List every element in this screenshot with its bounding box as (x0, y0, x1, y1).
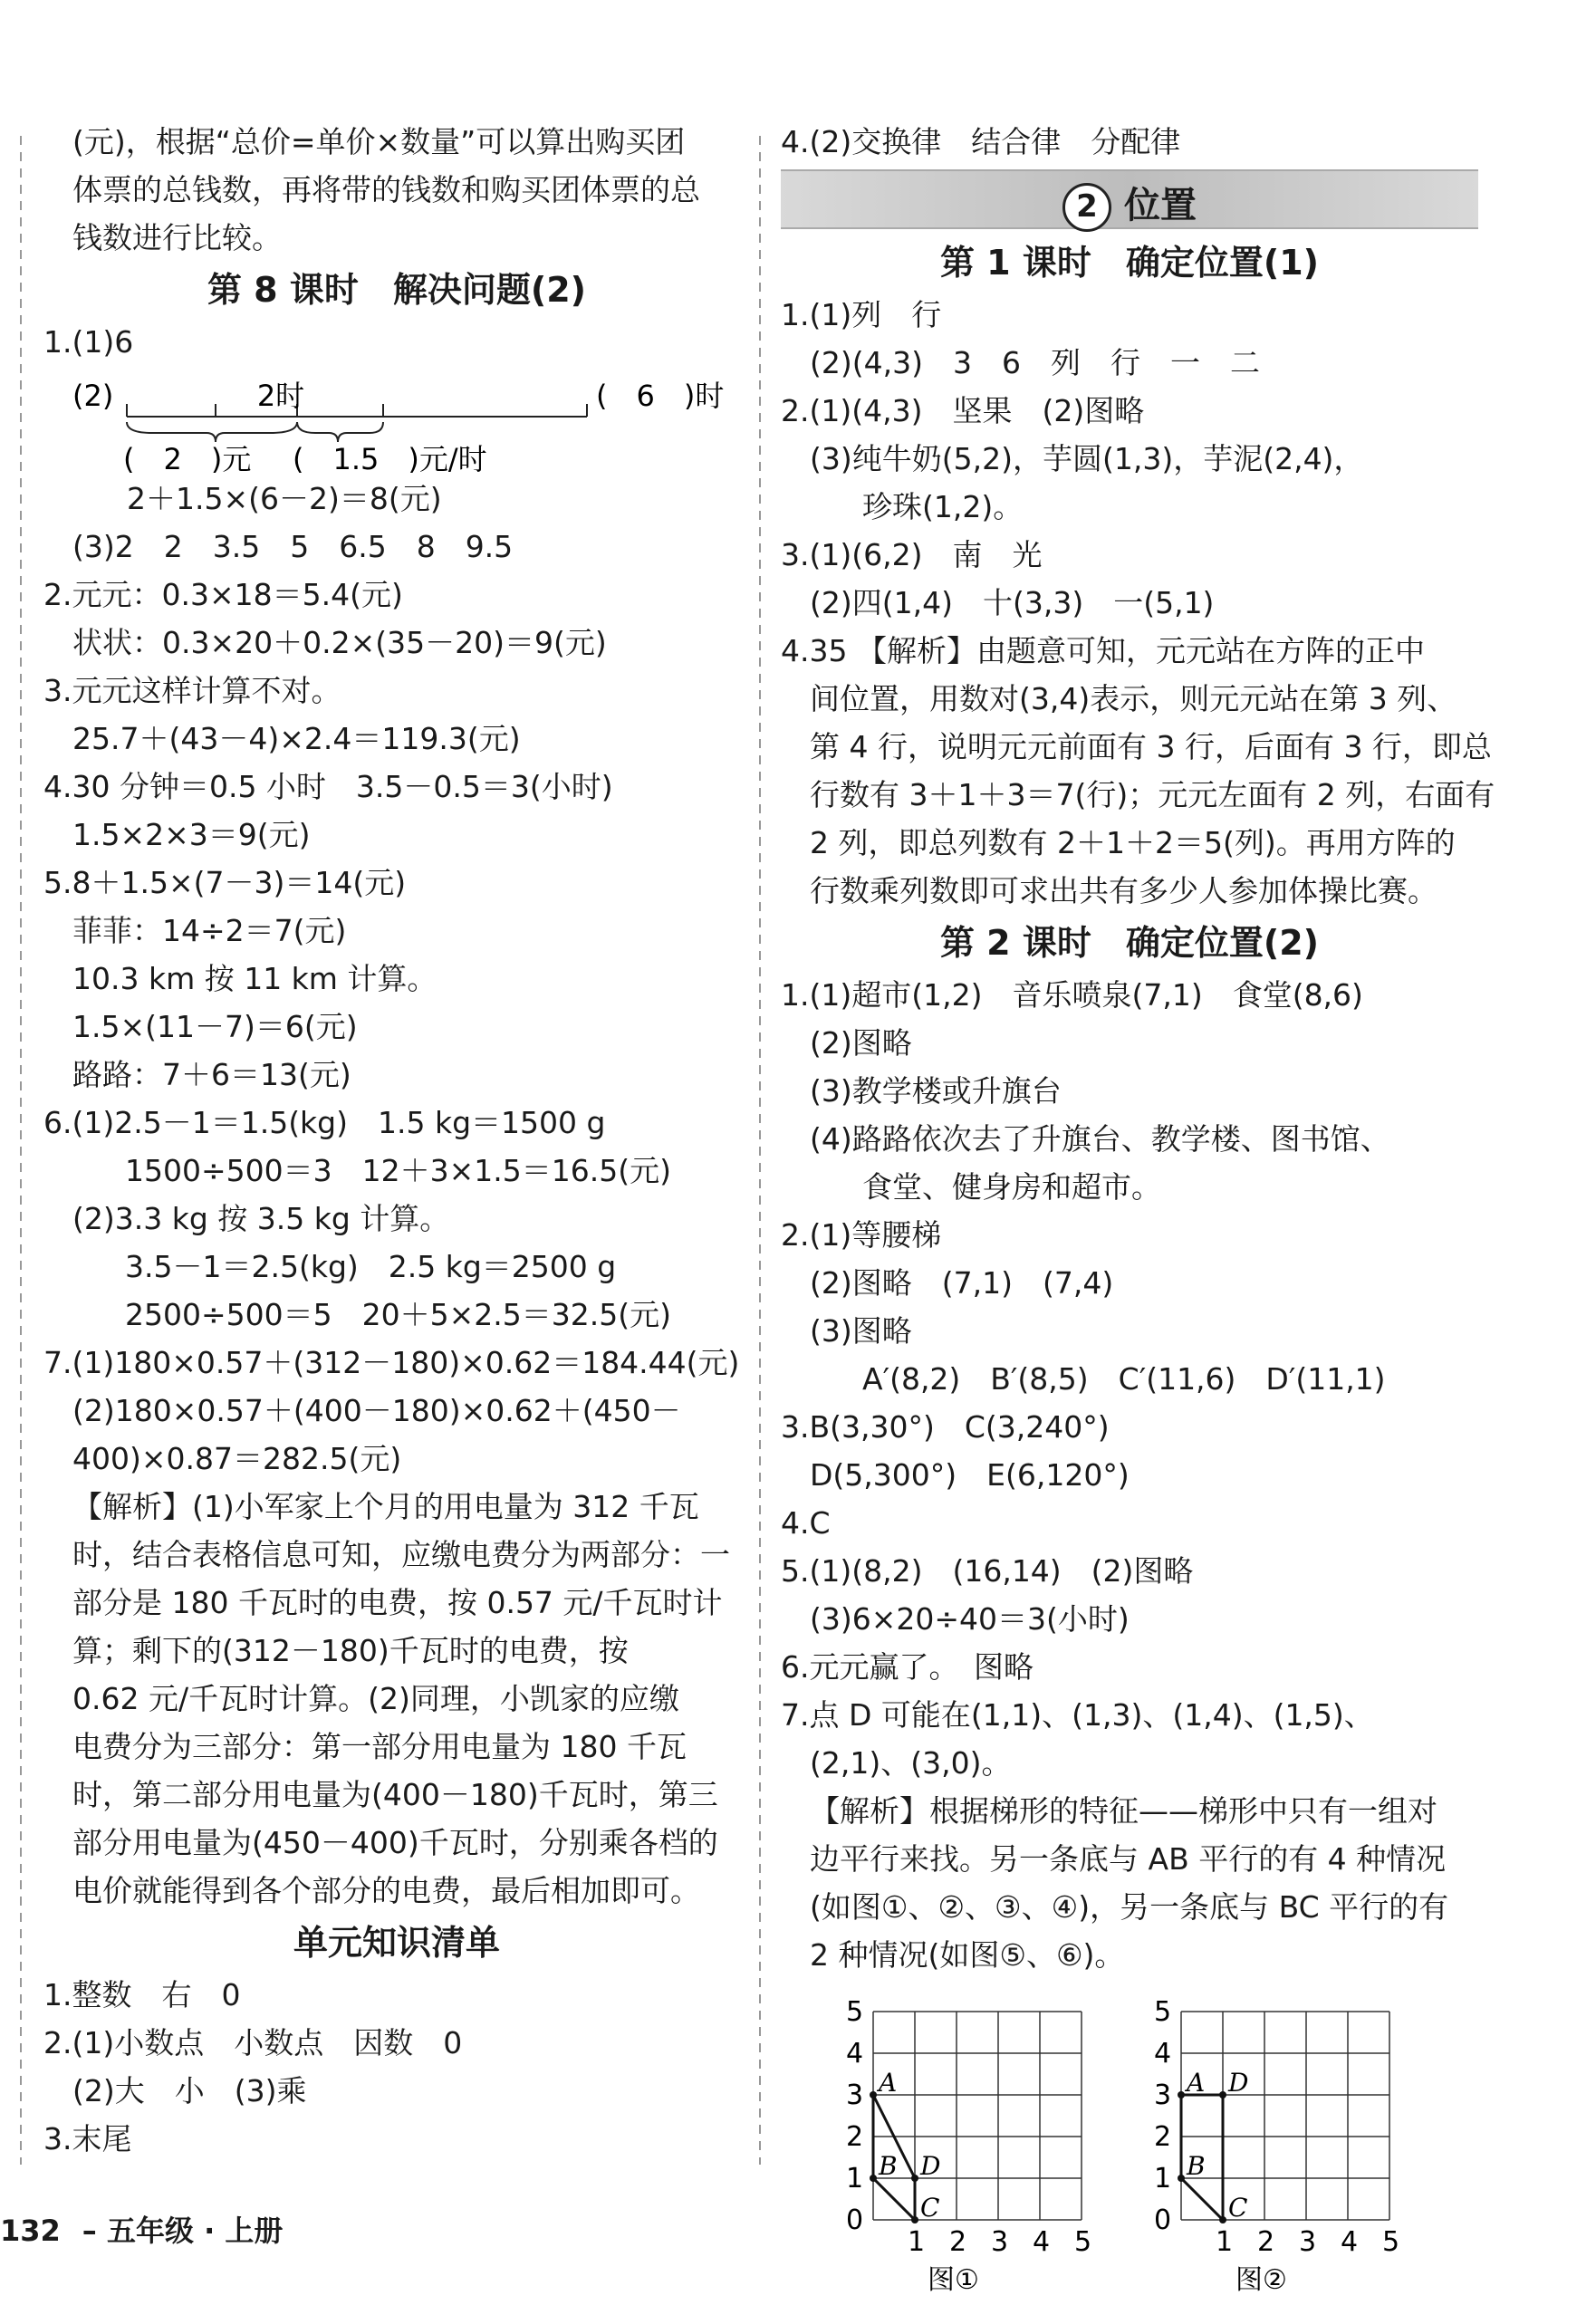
y-tick: 0 (846, 2204, 864, 2236)
answer-line: 2 列，即总列数有 2＋1＋2＝5(列)。再用方阵的 (810, 825, 1456, 860)
label-2: (2) (72, 379, 114, 413)
point-C (1219, 2216, 1226, 2223)
point-B (1178, 2175, 1185, 2182)
answer-line: 10.3 km 按 11 km 计算。 (72, 961, 437, 996)
answer-line: (3)教学楼或升旗台 (810, 1073, 1062, 1109)
y-tick: 5 (846, 1996, 864, 2028)
answer-line: 3.末尾 (43, 2121, 132, 2156)
answer-line: 2.(1)小数点 小数点 因数 0 (43, 2025, 463, 2060)
section-heading: 单元知识清单 (293, 1923, 500, 1963)
brace-right (297, 422, 383, 442)
answer-line: 3.B(3,30°) C(3,240°) (781, 1409, 1110, 1445)
footer-dash: – (82, 2214, 107, 2248)
answer-line: 6.(1)2.5－1＝1.5(kg) 1.5 kg＝1500 g (43, 1105, 606, 1140)
label-rate: ( 1.5 )元/时 (293, 442, 487, 475)
answer-line: 2.(1)等腰梯 (781, 1217, 942, 1253)
answer-line: 3.5－1＝2.5(kg) 2.5 kg＝2500 g (125, 1249, 617, 1284)
y-tick: 3 (1154, 2079, 1172, 2111)
answer-line: (3)纯牛奶(5,2)，芋圆(1,3)，芋泥(2,4)， (810, 441, 1364, 476)
answer-line: 7.(1)180×0.57＋(312－180)×0.62＝184.44(元) (43, 1345, 740, 1380)
answer-line: 1.5×(11－7)＝6(元) (72, 1009, 358, 1044)
answer-line: 1.5×2×3＝9(元) (72, 817, 311, 852)
section-heading: 第 1 课时 确定位置(1) (939, 243, 1320, 283)
answer-line: (2)四(1,4) 十(3,3) 一(5,1) (810, 585, 1215, 620)
brace-left (127, 422, 297, 442)
figure-row (781, 1984, 1478, 2292)
x-tick: 2 (949, 2226, 967, 2258)
y-tick: 5 (1154, 1996, 1172, 2028)
answer-line: (3)6×20÷40＝3(小时) (810, 1601, 1130, 1637)
x-tick: 1 (908, 2226, 926, 2258)
answer-line: 【解析】(1)小军家上个月的用电量为 312 千瓦 (72, 1489, 699, 1524)
segment-diagram-svg (43, 366, 750, 475)
answer-line: (3)2 2 3.5 5 6.5 8 9.5 (72, 529, 514, 564)
point-D (1219, 2091, 1226, 2099)
y-tick: 2 (1154, 2121, 1172, 2153)
answer-line: 珍珠(1,2)。 (862, 489, 1024, 524)
answer-line: 电价就能得到各个部分的电费，最后相加即可。 (72, 1873, 700, 1908)
answer-line: 间位置，用数对(3,4)表示，则元元站在第 3 列、 (810, 681, 1457, 716)
answer-line: 【解析】根据梯形的特征——梯形中只有一组对 (810, 1793, 1437, 1829)
answer-line: 5.(1)(8,2) (16,14) (2)图略 (781, 1553, 1194, 1589)
answer-line: (2)图略 (810, 1025, 912, 1061)
answer-line: A′(8,2) B′(8,5) C′(11,6) D′(11,1) (862, 1361, 1386, 1397)
x-tick: 1 (1216, 2226, 1234, 2258)
unit-number-badge: 2 (1062, 183, 1111, 232)
point-label-A: A (1187, 2068, 1206, 2098)
x-tick: 5 (1382, 2226, 1400, 2258)
answer-line: D(5,300°) E(6,120°) (810, 1457, 1130, 1493)
answer-line: (2,1)、(3,0)。 (810, 1745, 1012, 1781)
answer-line: 400)×0.87＝282.5(元) (72, 1441, 402, 1476)
y-tick: 3 (846, 2079, 864, 2111)
grid-figure-svg (828, 1984, 1100, 2292)
answer-line: 4.C (781, 1505, 831, 1541)
answer-line: (如图①、②、③、④)，另一条底与 BC 平行的有 (810, 1889, 1449, 1925)
answer-line: 算；剩下的(312－180)千瓦时的电费，按 (72, 1633, 629, 1668)
point-label-D: D (1228, 2068, 1249, 2098)
x-tick: 2 (1257, 2226, 1275, 2258)
answer-line: 菲菲：14÷2＝7(元) (72, 913, 347, 948)
grade-label: 五年级 · 上册 (106, 2214, 284, 2248)
answer-line: 行数乘列数即可求出共有多少人参加体操比赛。 (810, 873, 1437, 908)
point-B (870, 2175, 877, 2182)
figure-caption: 图② (1235, 2264, 1287, 2292)
answer-line: 1.整数 右 0 (43, 1977, 241, 2012)
segment-diagram (43, 366, 750, 475)
answer-line: (4)路路依次去了升旗台、教学楼、图书馆、 (810, 1121, 1390, 1157)
answer-line: 2.元元：0.3×18＝5.4(元) (43, 577, 403, 612)
page-footer (0, 2208, 283, 2250)
point-label-A: A (879, 2068, 898, 2098)
answer-line: 2＋1.5×(6－2)＝8(元) (127, 481, 442, 516)
answer-line: 1.(1)超市(1,2) 音乐喷泉(7,1) 食堂(8,6) (781, 977, 1363, 1013)
answer-line: 4.35 【解析】由题意可知，元元站在方阵的正中 (781, 633, 1425, 668)
answer-line: 部分用电量为(450－400)千瓦时，分别乘各档的 (72, 1825, 718, 1860)
answer-line: 电费分为三部分：第一部分用电量为 180 千瓦 (72, 1729, 687, 1764)
figure-caption: 图① (928, 2264, 979, 2292)
left-margin-dash (20, 136, 22, 2165)
answer-line: 状状：0.3×20＋0.2×(35－20)＝9(元) (72, 625, 607, 660)
point-label-C: C (1228, 2193, 1248, 2223)
answer-line: (2)大 小 (3)乘 (72, 2073, 307, 2108)
x-tick: 3 (991, 2226, 1009, 2258)
label-2-hours: 2时 (256, 379, 305, 413)
label-total-hours: ( 6 )时 (596, 379, 725, 413)
y-tick: 0 (1154, 2204, 1172, 2236)
page-number: 132 (0, 2214, 61, 2248)
grid-figure-svg (1136, 1984, 1408, 2292)
answer-line: 第 4 行，说明元元前面有 3 行，后面有 3 行，即总 (810, 729, 1492, 764)
x-tick: 4 (1033, 2226, 1051, 2258)
y-tick: 4 (1154, 2038, 1172, 2070)
answer-line: 时，第二部分用电量为(400－180)千瓦时，第三 (72, 1777, 718, 1812)
trapezoid-figure-2 (1136, 1984, 1408, 2296)
point-label-C: C (920, 2193, 940, 2223)
answer-line: 3.(1)(6,2) 南 光 (781, 537, 1043, 572)
answer-line: 7.点 D 可能在(1,1)、(1,3)、(1,4)、(1,5)、 (781, 1697, 1374, 1733)
answer-line: (元)，根据“总价=单价×数量”可以算出购买团 (72, 124, 686, 159)
answer-line: 食堂、健身房和超市。 (862, 1169, 1161, 1205)
answer-line: 5.8＋1.5×(7－3)＝14(元) (43, 865, 407, 900)
answer-line: 1.(1)6 (43, 324, 134, 360)
y-tick: 1 (846, 2163, 864, 2195)
answer-line: (2)(4,3) 3 6 列 行 一 二 (810, 345, 1260, 380)
point-label-D: D (920, 2151, 941, 2181)
unit-title (781, 177, 1478, 232)
answer-line: 0.62 元/千瓦时计算。(2)同理，小凯家的应缴 (72, 1681, 679, 1716)
answer-line: 边平行来找。另一条底与 AB 平行的有 4 种情况 (810, 1841, 1447, 1877)
answer-line: 2.(1)(4,3) 坚果 (2)图略 (781, 393, 1145, 428)
right-column (781, 118, 1495, 2292)
column-divider (759, 136, 761, 2165)
answer-line: (2)180×0.57＋(400－180)×0.62＋(450－ (72, 1393, 681, 1428)
y-tick: 2 (846, 2121, 864, 2153)
x-tick: 5 (1074, 2226, 1092, 2258)
answer-line: 体票的总钱数，再将带的钱数和购买团体票的总 (72, 172, 700, 207)
answer-line: 路路：7＋6＝13(元) (72, 1057, 351, 1092)
answer-line: 2 种情况(如图⑤、⑥)。 (810, 1937, 1125, 1973)
answer-line: 时，结合表格信息可知，应缴电费分为两部分：一 (72, 1537, 730, 1572)
answer-line: 行数有 3＋1＋3＝7(行)；元元左面有 2 列，右面有 (810, 777, 1495, 812)
point-label-B: B (879, 2151, 898, 2181)
answer-line: 6.元元赢了。 图略 (781, 1649, 1034, 1685)
answer-line: 3.元元这样计算不对。 (43, 673, 341, 708)
answer-line: 4.(2)交换律 结合律 分配律 (781, 124, 1181, 159)
label-2-yuan: ( 2 )元 (123, 442, 252, 475)
answer-line: 部分是 180 千瓦时的电费，按 0.57 元/千瓦时计 (72, 1585, 723, 1620)
unit-banner (781, 169, 1478, 229)
answer-line: 2500÷500＝5 20＋5×2.5＝32.5(元) (125, 1297, 671, 1332)
section-heading: 第 8 课时 解决问题(2) (207, 270, 587, 310)
point-C (911, 2216, 918, 2223)
unit-title-text: 位置 (1124, 185, 1197, 226)
point-A (1178, 2091, 1185, 2099)
answer-line: 1.(1)列 行 (781, 297, 942, 332)
point-A (870, 2091, 877, 2099)
answer-line: (3)图略 (810, 1313, 912, 1349)
point-label-B: B (1187, 2151, 1206, 2181)
answer-line: (2)图略 (7,1) (7,4) (810, 1265, 1114, 1301)
section-heading: 第 2 课时 确定位置(2) (939, 923, 1320, 963)
trapezoid-figure-1 (828, 1984, 1100, 2296)
x-tick: 4 (1341, 2226, 1359, 2258)
point-D (911, 2175, 918, 2182)
left-column (43, 118, 750, 2163)
x-tick: 3 (1299, 2226, 1317, 2258)
answer-line: 钱数进行比较。 (72, 220, 282, 255)
answer-line: (2)3.3 kg 按 3.5 kg 计算。 (72, 1201, 450, 1236)
y-tick: 4 (846, 2038, 864, 2070)
answer-line: 4.30 分钟＝0.5 小时 3.5－0.5＝3(小时) (43, 769, 613, 804)
answer-line: 1500÷500＝3 12＋3×1.5＝16.5(元) (125, 1153, 671, 1188)
answer-line: 25.7＋(43－4)×2.4＝119.3(元) (72, 721, 521, 756)
y-tick: 1 (1154, 2163, 1172, 2195)
